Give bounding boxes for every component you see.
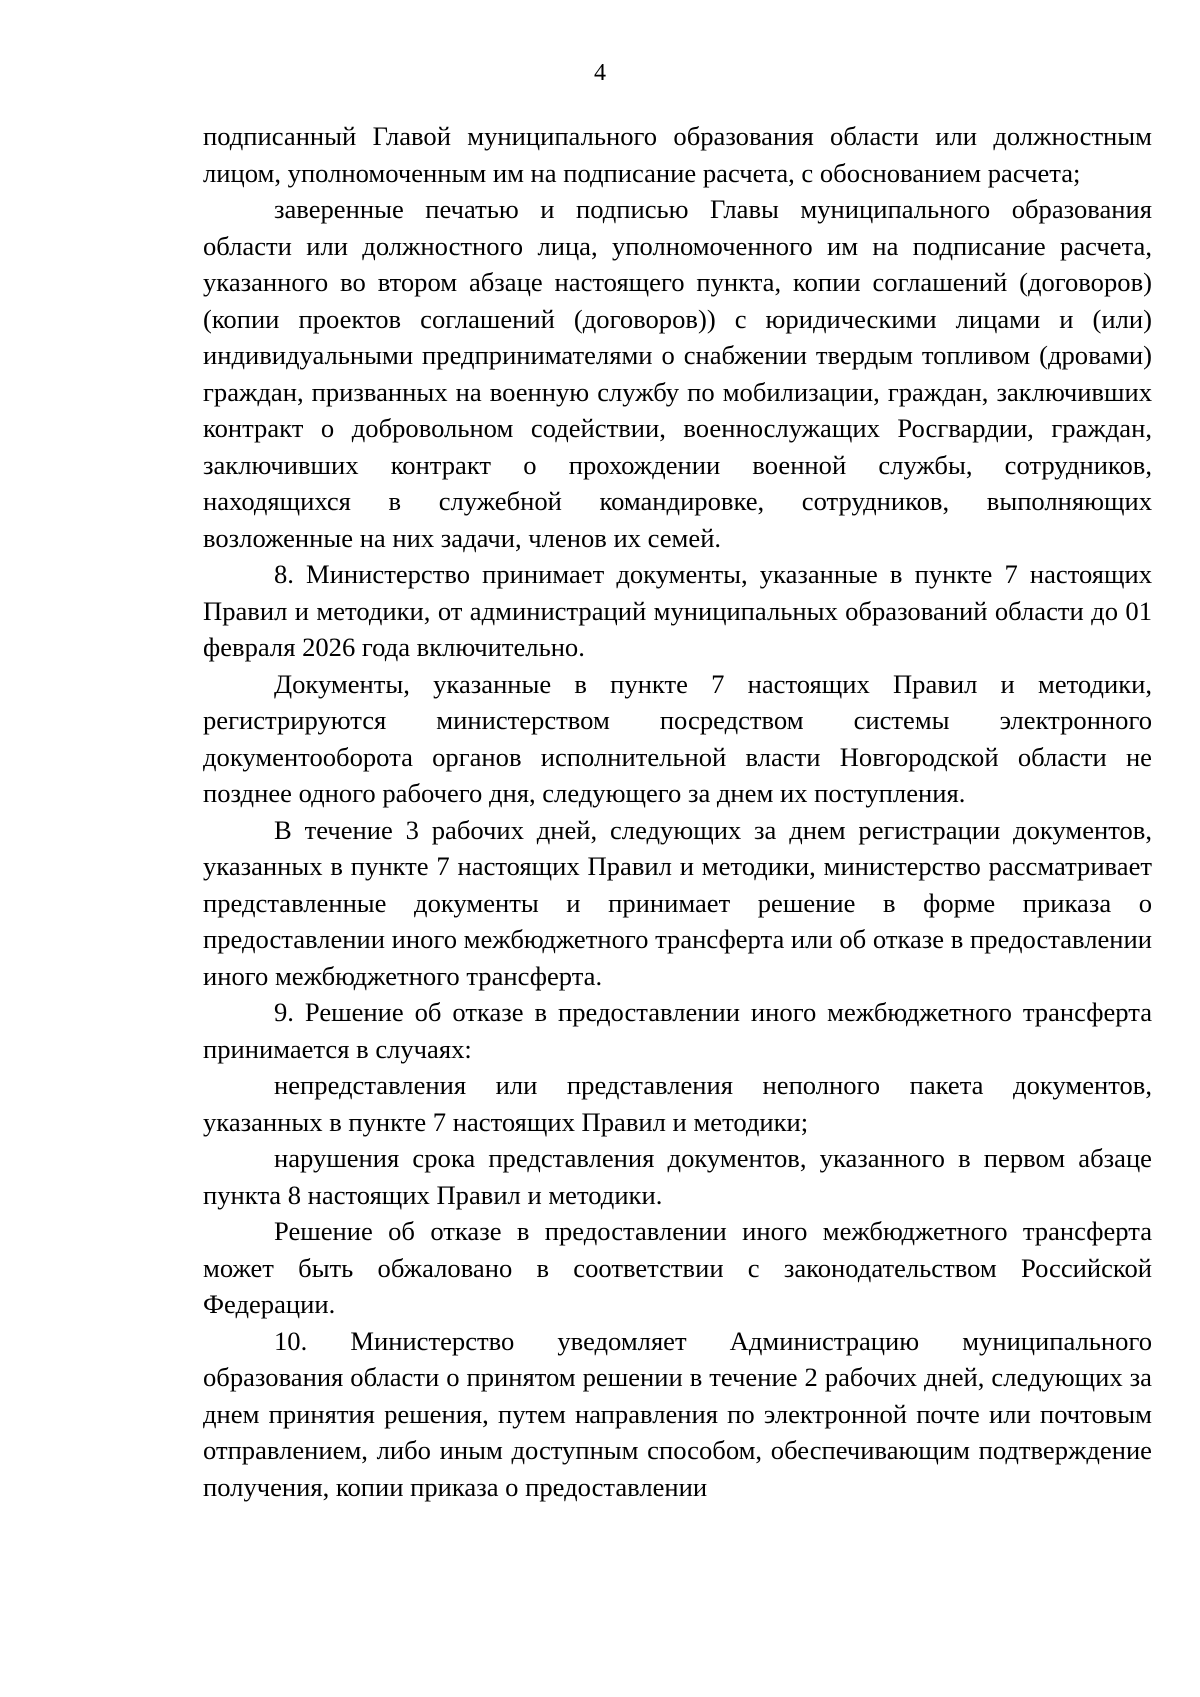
paragraph-registration: Документы, указанные в пункте 7 настоящих Правил и методики, регистрируются министерством посредством системы электронного документооборота органов исполнительной власти Новгородской области не позднее одного рабочего дня, следующего за днем их поступления. <box>203 668 1152 808</box>
document-body <box>203 118 1152 1505</box>
paragraph-review-decision: В течение 3 рабочих дней, следующих за днем регистрации документов, указанных в пункте 7 настоящих Правил и методики, министерство рассматривает представленные документы и принимает решение в форме приказа о предоставлении иного межбюджетного трансферта или об отказе в предоставлении иного межбюджетного трансферта. <box>203 814 1152 991</box>
paragraph-continuation: подписанный Главой муниципального образования области или должностным лицом, уполномоченным им на подписание расчета, с обоснованием расчета; <box>203 121 1152 188</box>
paragraph-item-9: 9. Решение об отказе в предоставлении иного межбюджетного трансферта принимается в случаях: <box>203 997 1152 1064</box>
paragraph-appeal: Решение об отказе в предоставлении иного межбюджетного трансферта может быть обжаловано в соответствии с законодательством Российской Федерации. <box>203 1216 1152 1319</box>
paragraph-refusal-case-2: нарушения срока представления документов, указанного в первом абзаце пункта 8 настоящих Правил и методики. <box>203 1143 1152 1210</box>
paragraph-item-8: 8. Министерство принимает документы, указанные в пункте 7 настоящих Правил и методики, от администраций муниципальных образований области до 01 февраля 2026 года включительно. <box>203 559 1152 662</box>
paragraph-certified-copies: заверенные печатью и подписью Главы муниципального образования области или должностного лица, уполномоченного им на подписание расчета, указанного во втором абзаце настоящего пункта, копии соглашений (договоров) (копии проектов соглашений (договоров)) с юридическими лицами и (или) индивидуальными предпринимателями о снабжении твердым топливом (дровами) граждан, призванных на военную службу по мобилизации, граждан, заключивших контракт о добровольном содействии, военнослужащих Росгвардии, граждан, заключивших контракт о прохождении военной службы, сотрудников, находящихся в служебной командировке, сотрудников, выполняющих возложенные на них задачи, членов их семей. <box>203 194 1152 553</box>
paragraph-item-10: 10. Министерство уведомляет Администрацию муниципального образования области о принятом решении в течение 2 рабочих дней, следующих за днем принятия решения, путем направления по электронной почте или почтовым отправлением, либо иным доступным способом, обеспечивающим подтверждение получения, копии приказа о предоставлении <box>203 1325 1152 1502</box>
paragraph-refusal-case-1: непредставления или представления неполного пакета документов, указанных в пункте 7 настоящих Правил и методики; <box>203 1070 1152 1137</box>
page-number: 4 <box>594 60 606 86</box>
